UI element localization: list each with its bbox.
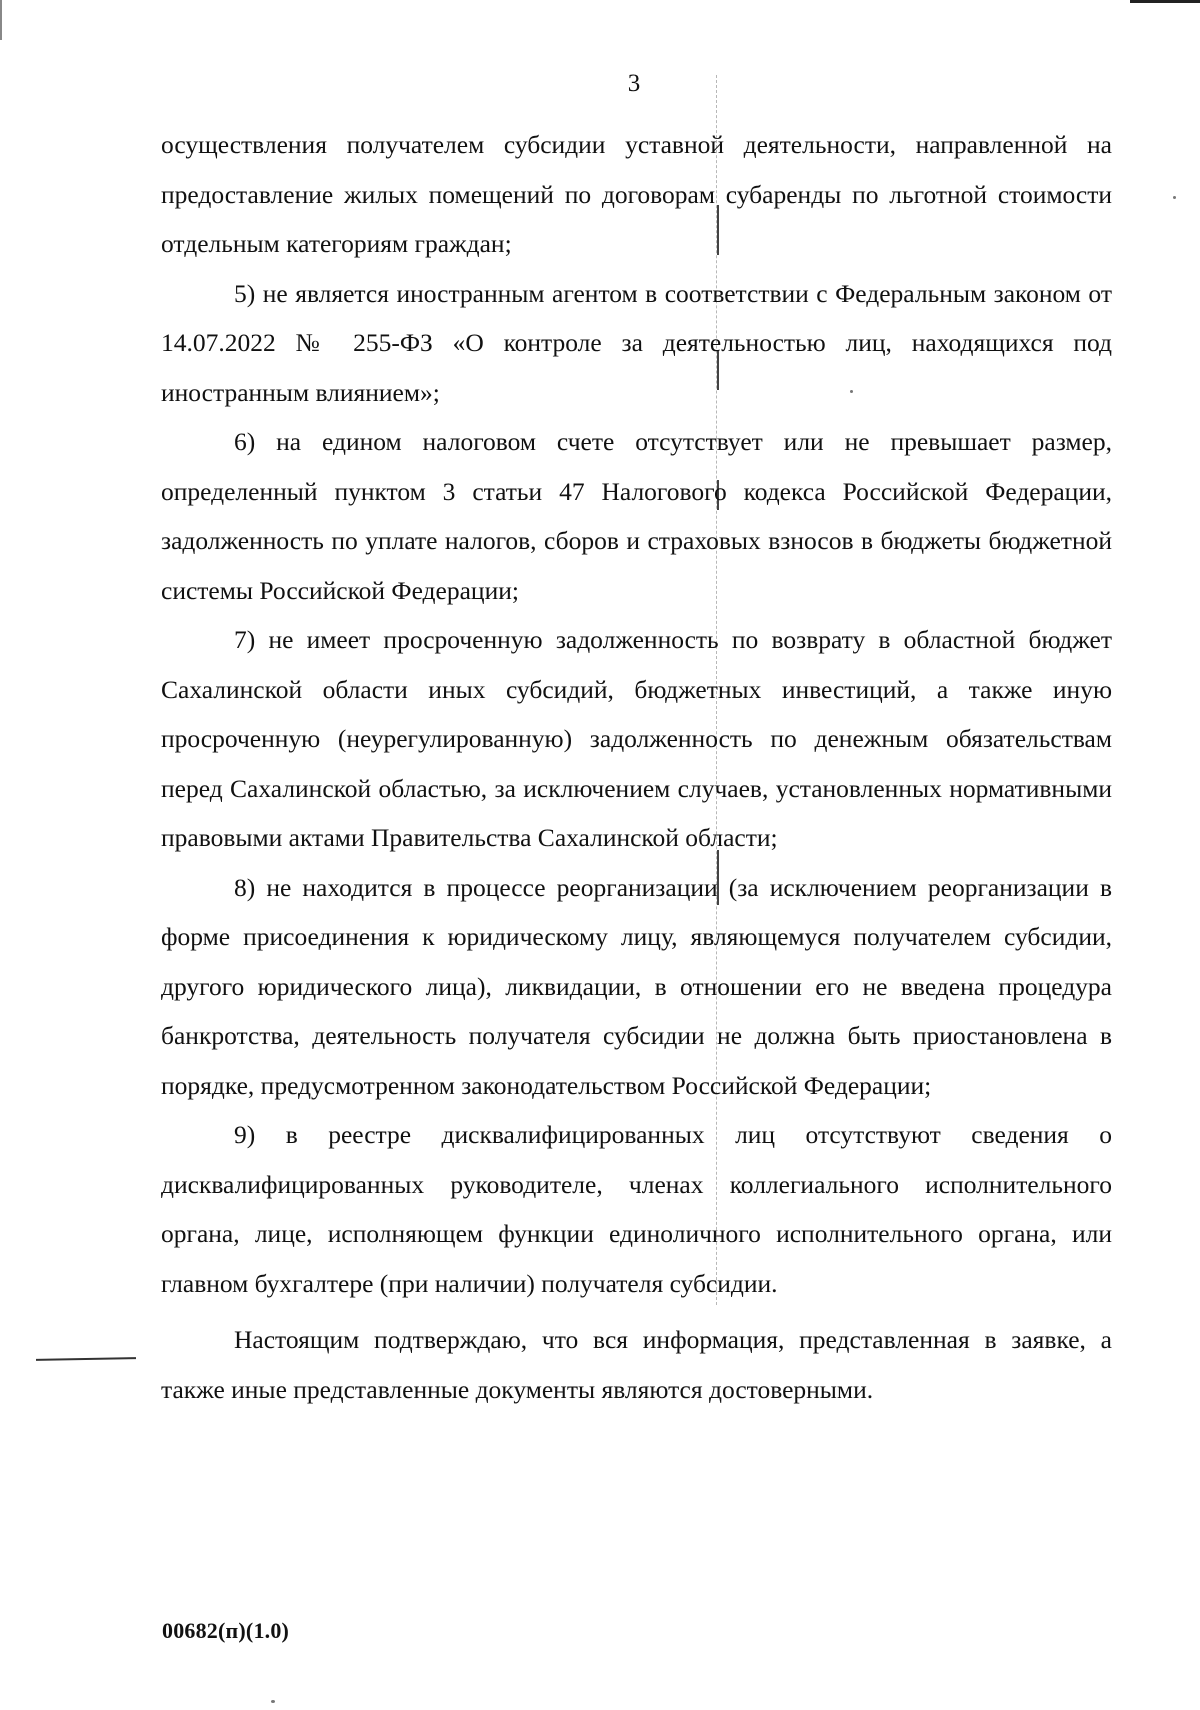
scan-dash-mark xyxy=(36,1357,136,1361)
scan-speck xyxy=(271,1700,275,1703)
paragraph-item-5: 5) не является иностранным агентом в соответствии с Федеральным законом от 14.07.2022 № 255-ФЗ «О контроле за деятельностью лиц, находящихся под иностранным влиянием»; xyxy=(161,278,1112,407)
page-number: 3 xyxy=(627,70,641,97)
scan-corner-mark xyxy=(1130,0,1200,3)
paragraph-continuation: осуществления получателем субсидии уставной деятельности, направленной на предоставление жилых помещений по договорам субаренды по льготной стоимости отдельным категориям граждан; xyxy=(161,130,1112,258)
document-body xyxy=(161,120,1112,1414)
paragraph-item-8: 8) не находится в процессе реорганизации (за исключением реорганизации в форме присоединения к юридическому лицу, являющемуся получателем субсидии, другого юридического лица), ликвидации, в отношении его не введена процедура банкротства, деятельность получателя субсидии не должна быть приостановлена в порядке, предусмотренном законодательством Российской Федерации; xyxy=(161,872,1112,1100)
scan-speck xyxy=(1173,196,1176,199)
paragraph-item-7: 7) не имеет просроченную задолженность по возврату в областной бюджет Сахалинской области иных субсидий, бюджетных инвестиций, а также иную просроченную (неурегулированную) задолженность по денежным обязательствам перед Сахалинской областью, за исключением случаев, установленных нормативными правовыми актами Правительства Сахалинской области; xyxy=(161,625,1112,852)
paragraph-item-6: 6) на едином налоговом счете отсутствует или не превышает размер, определенный пунктом 3 статьи 47 Налогового кодекса Российской Федерации, задолженность по уплате налогов, сборов и страховых взносов в бюджеты бюджетной системы Российской Федерации; xyxy=(161,427,1112,605)
scan-edge-mark xyxy=(0,0,2,40)
paragraph-item-9: 9) в реестре дисквалифицированных лиц отсутствуют сведения о дисквалифицированных руководителе, членах коллегиального исполнительного органа, лице, исполняющем функции единоличного исполнительного органа, или главном бухгалтере (при наличии) получателя субсидии. xyxy=(161,1120,1112,1298)
paragraph-confirmation: Настоящим подтверждаю, что вся информация, представленная в заявке, а также иные представленные документы являются достоверными. xyxy=(161,1325,1112,1404)
document-code: 00682(п)(1.0) xyxy=(162,1618,290,1643)
